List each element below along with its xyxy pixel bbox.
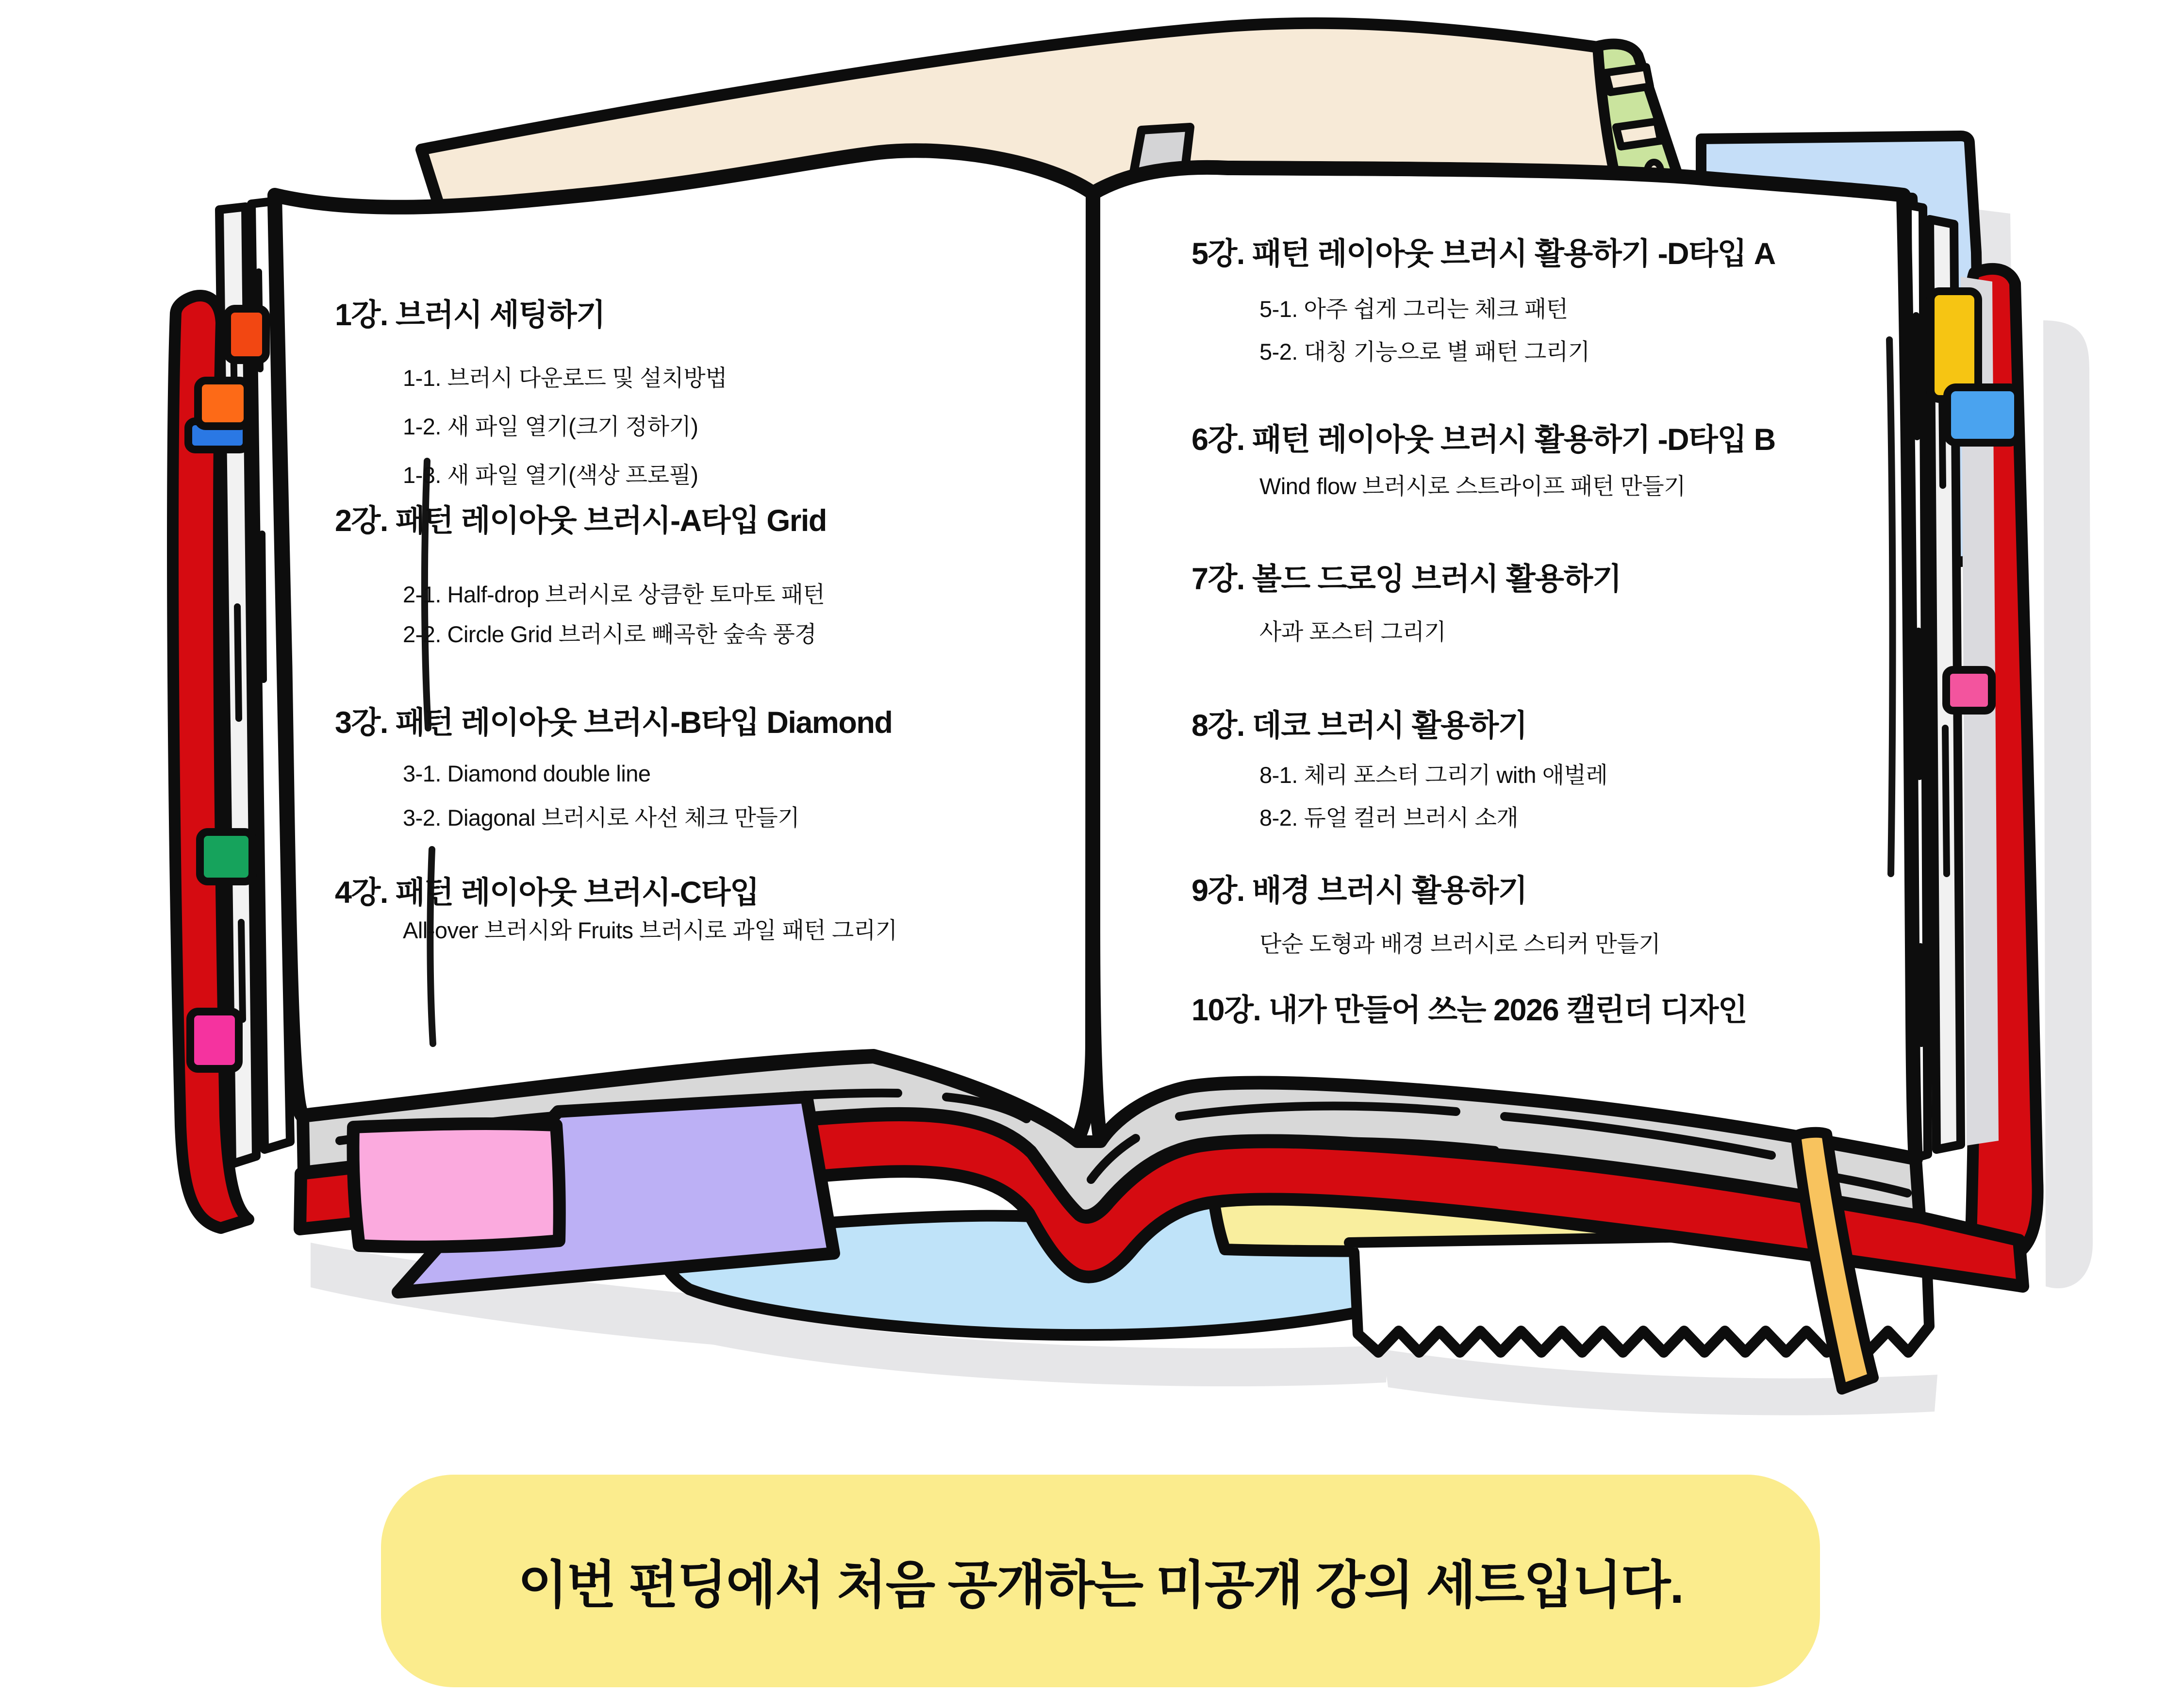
index-tab-pink <box>190 1012 239 1069</box>
lesson-item: 8-2. 듀얼 컬러 브러시 소개 <box>1259 805 1519 831</box>
index-tab-yellow <box>1931 291 1978 399</box>
index-tab-sky-blue <box>1947 387 2018 443</box>
lesson-title: 6강. 패턴 레이아웃 브러시 활용하기 -D타입 B <box>1191 423 1775 457</box>
lesson-item: 1-1. 브러시 다운로드 및 설치방법 <box>403 365 728 391</box>
index-tab-orange-red <box>227 309 266 360</box>
lesson-item: 단순 도형과 배경 브러시로 스티커 만들기 <box>1259 931 1661 957</box>
lesson-item: 사과 포스터 그리기 <box>1259 619 1446 645</box>
lesson-title: 3강. 패턴 레이아웃 브러시-B타입 Diamond <box>335 706 893 740</box>
lesson-item: Wind flow 브러시로 스트라이프 패턴 만들기 <box>1259 473 1686 499</box>
lesson-title: 9강. 배경 브러시 활용하기 <box>1191 874 1527 908</box>
banner-text: 이번 펀딩에서 처음 공개하는 미공개 강의 세트입니다. <box>518 1557 1683 1614</box>
banner <box>381 1475 1820 1687</box>
lesson-title: 1강. 브러시 세팅하기 <box>335 298 605 332</box>
lesson-item: 1-3. 새 파일 열기(색상 프로필) <box>403 462 698 488</box>
lesson-item: 2-2. Circle Grid 브러시로 빼곡한 숲속 풍경 <box>403 621 817 647</box>
lesson-title: 10강. 내가 만들어 쓰는 2026 캘린더 디자인 <box>1191 993 1747 1027</box>
lesson-title: 2강. 패턴 레이아웃 브러시-A타입 Grid <box>335 504 827 538</box>
lesson-item: 8-1. 체리 포스터 그리기 with 애벌레 <box>1259 762 1608 788</box>
lesson-item: 3-1. Diamond double line <box>403 761 651 786</box>
lesson-title: 4강. 패턴 레이아웃 브러시-C타입 <box>335 876 759 910</box>
lesson-item: All-over 브러시와 Fruits 브러시로 과일 패턴 그리기 <box>403 917 897 943</box>
lesson-title: 5강. 패턴 레이아웃 브러시 활용하기 -D타입 A <box>1191 237 1775 271</box>
sticky-note-pink <box>353 1124 560 1247</box>
lesson-item: 3-2. Diagonal 브러시로 사선 체크 만들기 <box>403 805 800 831</box>
index-tab-green <box>200 832 252 881</box>
lesson-title: 8강. 데코 브러시 활용하기 <box>1191 709 1527 743</box>
lesson-item: 1-2. 새 파일 열기(크기 정하기) <box>403 414 698 439</box>
index-tab-rose <box>1946 670 1992 711</box>
lesson-item: 5-2. 대칭 기능으로 별 패턴 그리기 <box>1259 339 1590 365</box>
index-tab-orange <box>198 381 248 426</box>
lesson-item: 2-1. Half-drop 브러시로 상큼한 토마토 패턴 <box>403 582 825 607</box>
lesson-title: 7강. 볼드 드로잉 브러시 활용하기 <box>1191 562 1621 596</box>
lesson-item: 5-1. 아주 쉽게 그리는 체크 패턴 <box>1259 296 1568 322</box>
